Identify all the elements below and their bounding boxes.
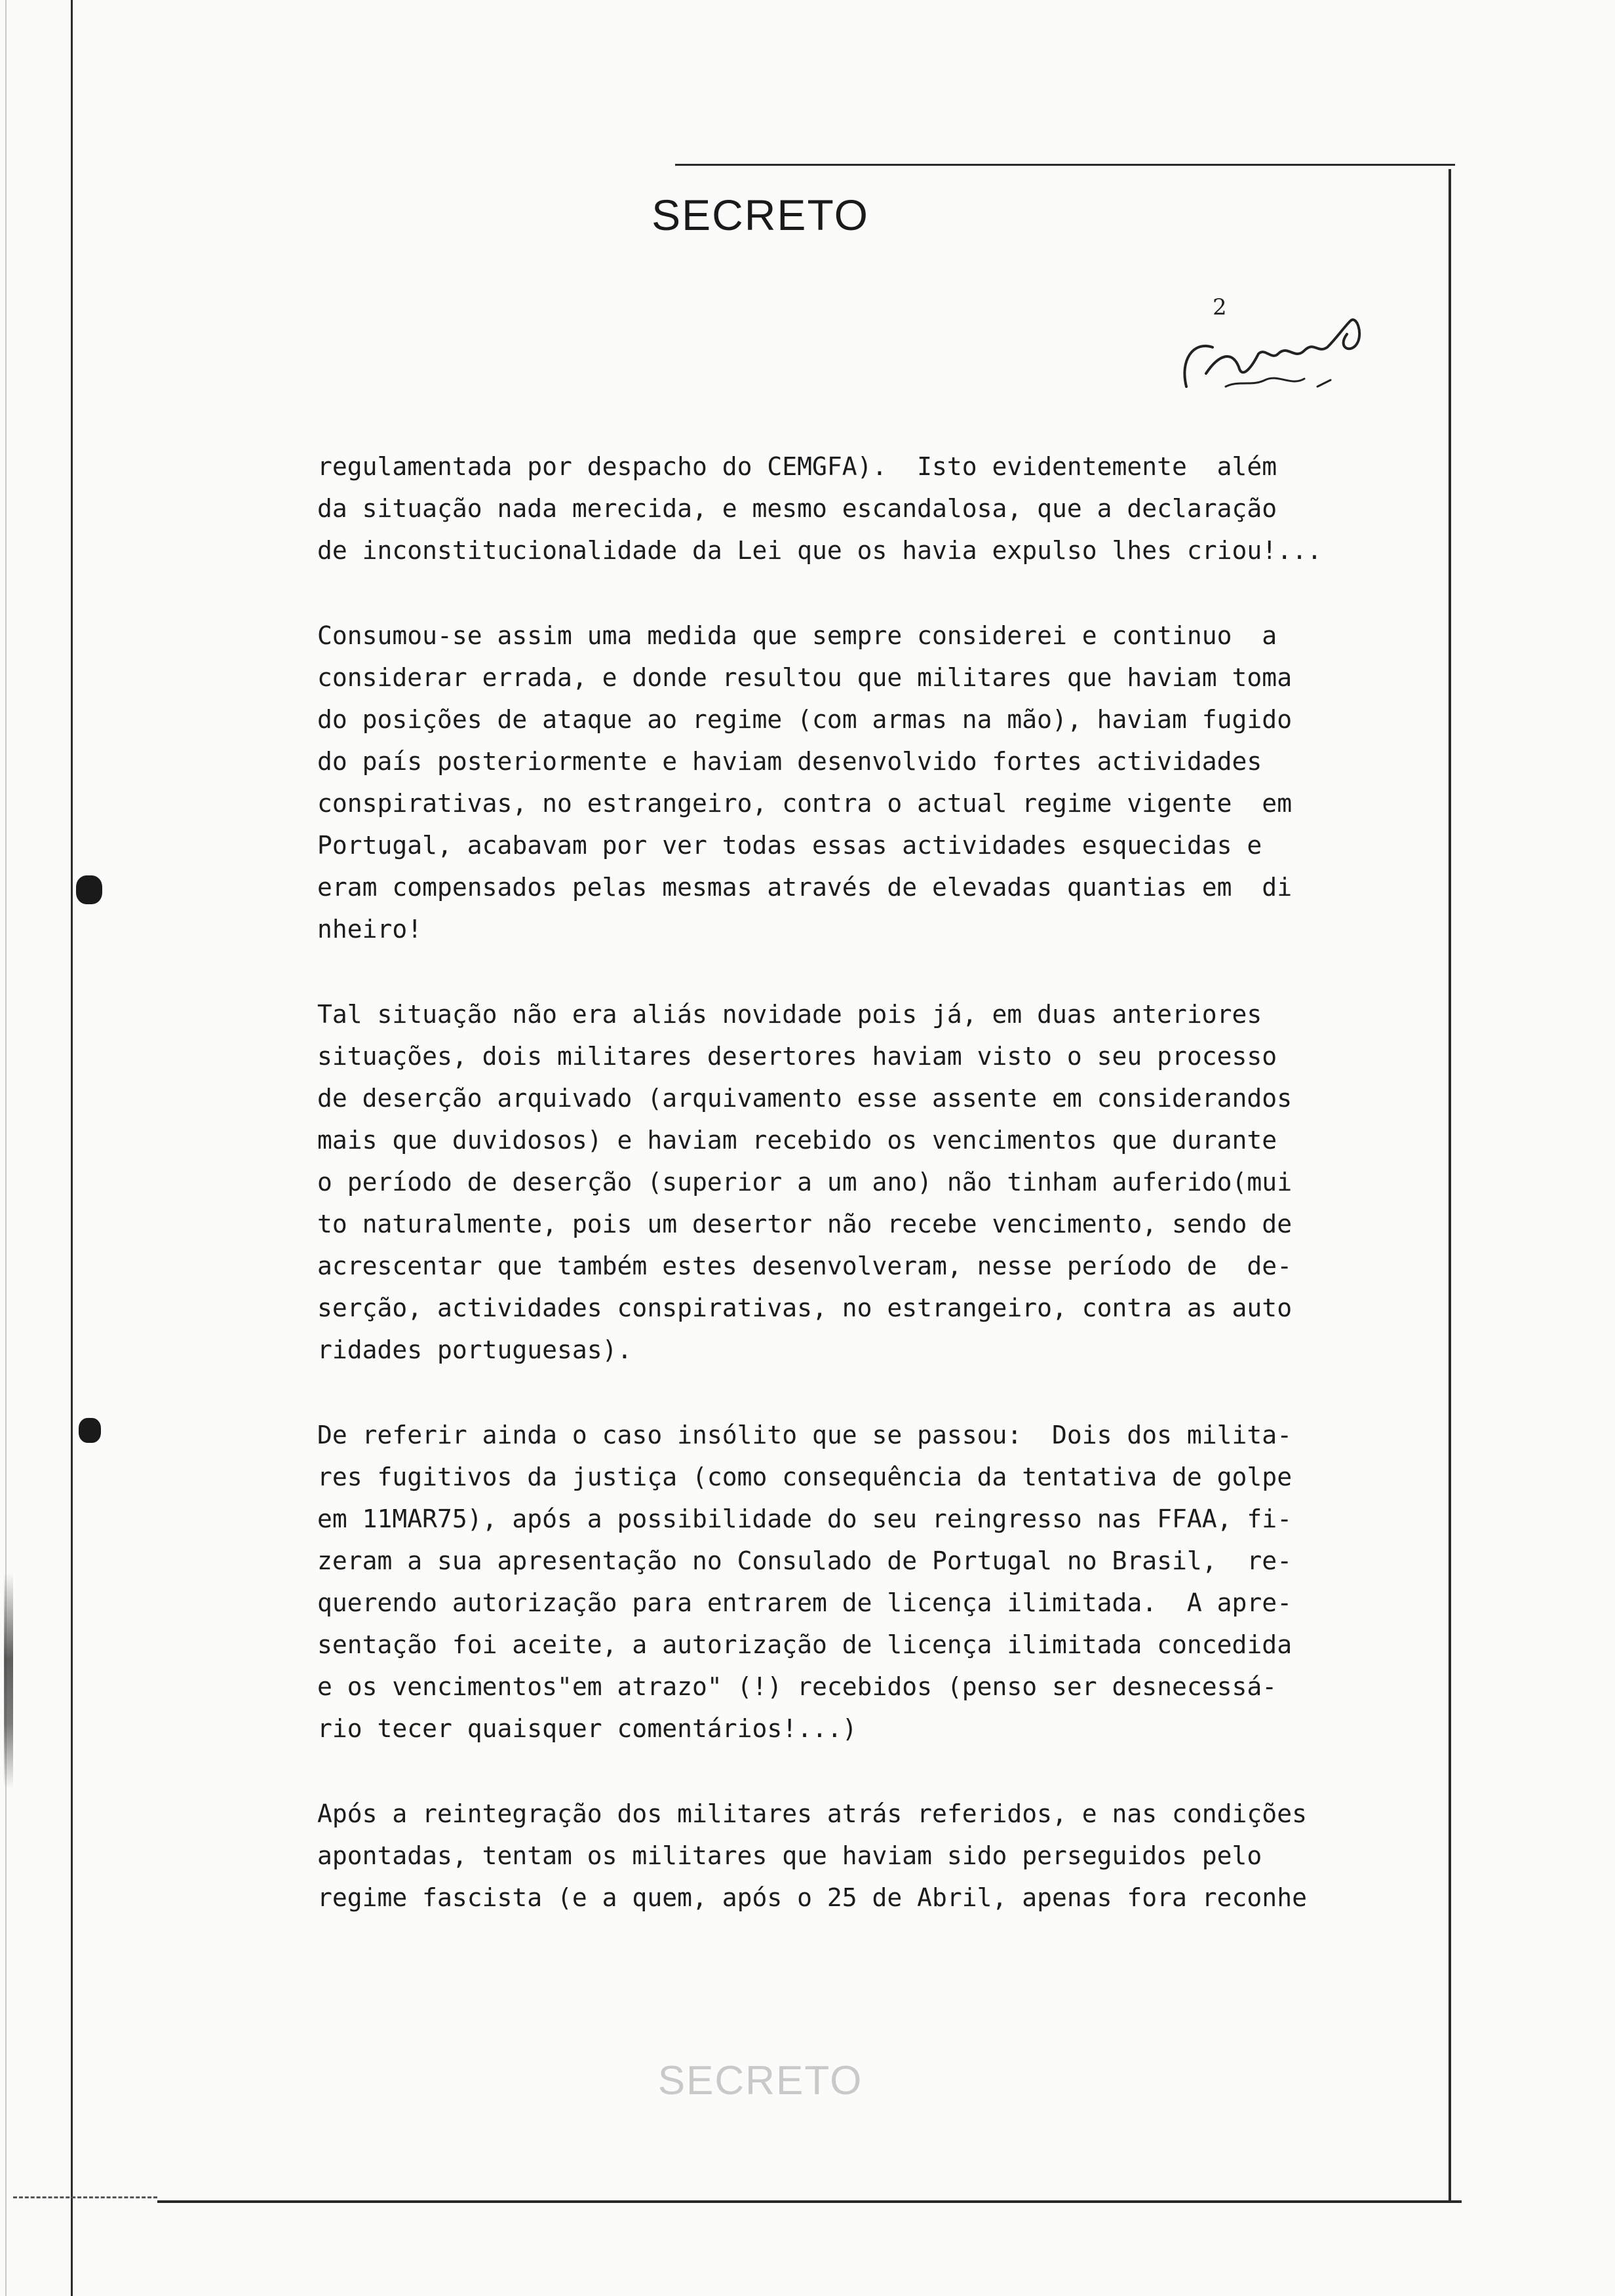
text-line: Tal situação não era aliás novidade pois já, em duas anteriores — [317, 1000, 1262, 1029]
paragraph — [317, 993, 1313, 1371]
text-line: res fugitivos da justiça (como consequência da tentativa de golpe — [317, 1463, 1293, 1491]
punch-hole-mark — [76, 875, 102, 904]
text-line: e os vencimentos"em atrazo" (!) recebidos (penso ser desnecessá- — [317, 1672, 1277, 1701]
frame-bottom-dashed-border — [13, 2196, 157, 2198]
paragraph — [317, 1414, 1313, 1750]
text-line: do posições de ataque ao regime (com armas na mão), haviam fugido — [317, 705, 1293, 734]
handwritten-annotation — [1167, 288, 1390, 400]
text-line: regulamentada por despacho do CEMGFA). Isto evidentemente além — [317, 452, 1277, 481]
text-line: apontadas, tentam os militares que haviam sido perseguidos pelo — [317, 1841, 1262, 1870]
binding-margin-line — [71, 0, 73, 2296]
classification-stamp-top: SECRETO — [652, 191, 869, 239]
text-line: considerar errada, e donde resultou que militares que haviam toma — [317, 663, 1293, 692]
text-line: Após a reintegração dos militares atrás referidos, e nas condições — [317, 1799, 1307, 1828]
scan-edge-smudge — [4, 1573, 13, 1789]
handwritten-signature-icon — [1167, 288, 1390, 400]
text-line: de deserção arquivado (arquivamento esse assente em considerandos — [317, 1084, 1293, 1113]
paragraph — [317, 1793, 1313, 1919]
text-line: zeram a sua apresentação no Consulado de Portugal no Brasil, re- — [317, 1546, 1293, 1575]
text-line: sentação foi aceite, a autorização de licença ilimitada concedida — [317, 1630, 1293, 1659]
frame-bottom-border — [157, 2200, 1462, 2203]
text-line: situações, dois militares desertores haviam visto o seu processo — [317, 1042, 1277, 1071]
text-line: Portugal, acabavam por ver todas essas actividades esquecidas e — [317, 831, 1262, 860]
frame-right-border — [1449, 169, 1451, 2200]
text-line: ridades portuguesas). — [317, 1335, 632, 1364]
classification-stamp-bottom: SECRETO — [657, 2058, 863, 2103]
punch-hole-mark — [79, 1418, 101, 1443]
text-line: querendo autorização para entrarem de licença ilimitada. A apre- — [317, 1588, 1293, 1617]
text-line: o período de deserção (superior a um ano) não tinham auferido(mui — [317, 1168, 1293, 1196]
text-line: De referir ainda o caso insólito que se passou: Dois dos milita- — [317, 1421, 1293, 1449]
text-line: conspirativas, no estrangeiro, contra o actual regime vigente em — [317, 789, 1293, 818]
frame-top-border — [675, 164, 1455, 166]
document-body — [317, 446, 1322, 1962]
text-line: do país posteriormente e haviam desenvolvido fortes actividades — [317, 747, 1262, 776]
text-line: to naturalmente, pois um desertor não recebe vencimento, sendo de — [317, 1210, 1293, 1238]
paragraph — [317, 615, 1313, 950]
handwritten-page-number: 2 — [1213, 294, 1227, 320]
text-line: regime fascista (e a quem, após o 25 de Abril, apenas fora reconhe — [317, 1883, 1307, 1912]
text-line: serção, actividades conspirativas, no estrangeiro, contra as auto — [317, 1293, 1293, 1322]
text-line: em 11MAR75), após a possibilidade do seu reingresso nas FFAA, fi- — [317, 1504, 1293, 1533]
text-line: de inconstitucionalidade da Lei que os havia expulso lhes criou!... — [317, 536, 1322, 565]
scan-edge-line — [5, 0, 7, 2296]
text-line: da situação nada merecida, e mesmo escandalosa, que a declaração — [317, 494, 1277, 523]
text-line: Consumou-se assim uma medida que sempre considerei e continuo a — [317, 621, 1277, 650]
text-line: eram compensados pelas mesmas através de elevadas quantias em di — [317, 873, 1293, 902]
text-line: acrescentar que também estes desenvolveram, nesse período de de- — [317, 1252, 1293, 1280]
text-line: mais que duvidosos) e haviam recebido os vencimentos que durante — [317, 1126, 1277, 1155]
text-line: rio tecer quaisquer comentários!...) — [317, 1714, 857, 1743]
paragraph — [317, 446, 1322, 571]
text-line: nheiro! — [317, 915, 423, 944]
